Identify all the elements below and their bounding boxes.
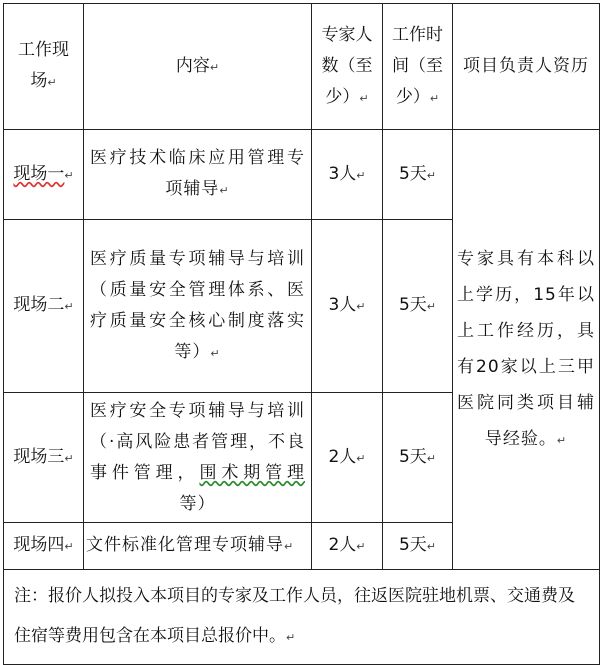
qualification-cell: 专家具有本科以上学历，15年以上工作经历，具有20家以上三甲医院同类项目辅导经验。↵ <box>453 130 600 570</box>
table-row <box>4 130 600 220</box>
row3-time: 5天↵ <box>383 393 453 523</box>
row2-experts: 3人↵ <box>312 220 383 393</box>
row3-experts: 2人↵ <box>312 393 383 523</box>
requirements-table <box>3 3 600 665</box>
note-row <box>4 570 600 665</box>
row2-site: 现场二↵ <box>4 220 84 393</box>
row1-site: 现场一↵ <box>4 130 84 220</box>
row1-experts: 3人↵ <box>312 130 383 220</box>
header-time: 工作时间（至少）↵ <box>383 4 453 130</box>
row3-content: 医疗安全专项辅导与培训（·高风险患者管理，不良事件管理，围术期管理等） <box>84 393 312 523</box>
row4-experts: 2人↵ <box>312 523 383 570</box>
row4-site: 现场四↵ <box>4 523 84 570</box>
row1-content: 医疗技术临床应用管理专项辅导↵ <box>84 130 312 220</box>
row3-site: 现场三↵ <box>4 393 84 523</box>
row4-content: 文件标准化管理专项辅导↵ <box>84 523 312 570</box>
header-content: 内容↵ <box>84 4 312 130</box>
row4-time: 5天↵ <box>383 523 453 570</box>
header-site: 工作现场↵ <box>4 4 84 130</box>
header-experts: 专家人数（至少）↵ <box>312 4 383 130</box>
note-text: 注：报价人拟投入本项目的专家及工作人员，往返医院驻地机票、交通费及住宿等费用包含在本项目总报价中。↵ <box>4 570 600 665</box>
row2-time: 5天↵ <box>383 220 453 393</box>
header-row <box>4 4 600 130</box>
header-qualification: 项目负责人资历 <box>453 4 600 130</box>
row2-content: 医疗质量专项辅导与培训（质量安全管理体系、医疗质量安全核心制度落实等）↵ <box>84 220 312 393</box>
row1-time: 5天↵ <box>383 130 453 220</box>
